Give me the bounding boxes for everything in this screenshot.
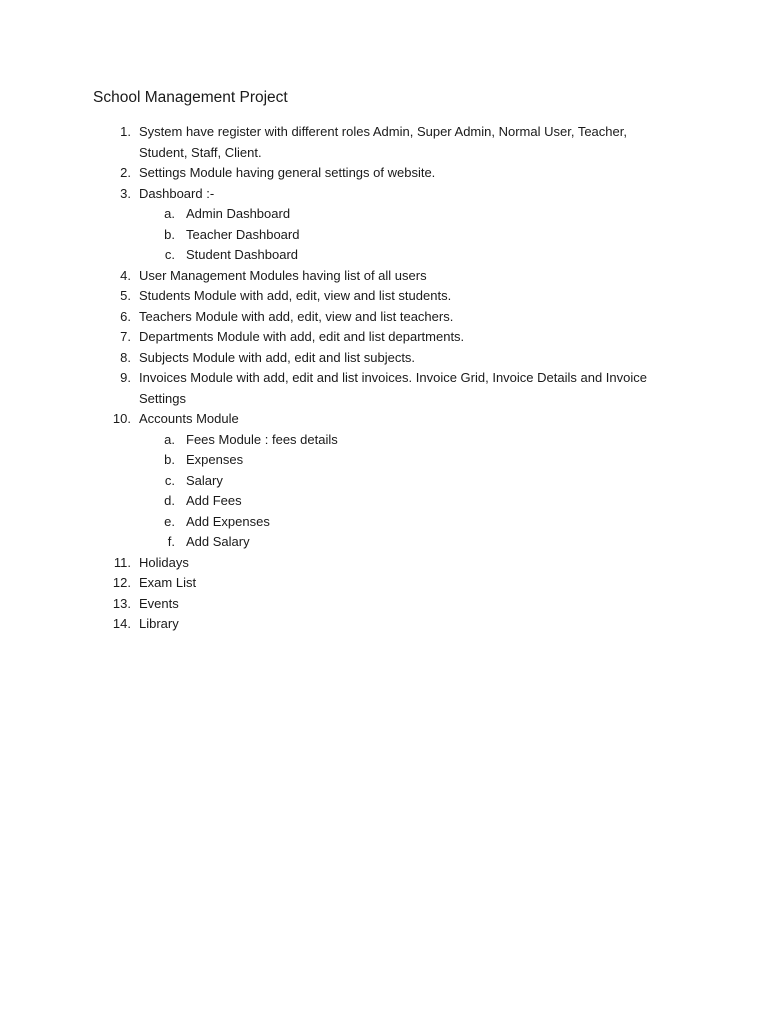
- sub-list-item: [0, 225, 586, 246]
- sub-list-item: [0, 532, 586, 553]
- list-item-number: 1.: [120, 124, 131, 139]
- sub-list-item-text: Add Salary: [186, 534, 250, 549]
- list-item-number: 4.: [120, 267, 131, 283]
- list-item-number: 8.: [120, 349, 131, 365]
- sub-list-item-text: Fees Module : fees details: [186, 431, 338, 447]
- list-item: [0, 286, 659, 307]
- list-item-text: Accounts Module: [139, 411, 239, 426]
- list-item: [0, 553, 659, 574]
- sub-list-item-letter: b.: [164, 452, 175, 467]
- list-item-number: 3.: [120, 185, 131, 201]
- list-item-number: 10.: [112, 411, 131, 426]
- list-item-number: 9.: [120, 370, 131, 385]
- list-item: [0, 307, 659, 328]
- list-item-number: 6.: [120, 308, 131, 324]
- sub-list-item-text: Add Fees: [186, 493, 242, 508]
- list-item-number: 2.: [120, 165, 131, 180]
- list-item: [0, 409, 659, 553]
- list-item: [0, 184, 659, 266]
- sub-list-item-letter: a.: [164, 206, 175, 221]
- list-item-text: System have register with different roles Admin, Super Admin, Normal User, Teacher, Student, Staff, Client.: [139, 124, 627, 160]
- list-item: [0, 122, 659, 163]
- list-item: [0, 348, 659, 369]
- list-item: [0, 368, 659, 409]
- sub-list-item-letter: a.: [164, 431, 175, 447]
- sub-list: [139, 204, 659, 266]
- list-item-text: Students Module with add, edit, view and list students.: [139, 288, 452, 303]
- list-item: [0, 327, 659, 348]
- list-item-text: Subjects Module with add, edit and list subjects.: [139, 349, 416, 365]
- document-title: School Management Project: [93, 89, 288, 106]
- list-item-text: Events: [139, 595, 179, 611]
- requirements-list: [0, 122, 768, 635]
- sub-list-item-text: Add Expenses: [186, 513, 270, 529]
- list-item-number: 7.: [120, 329, 131, 344]
- list-item: [0, 163, 659, 184]
- sub-list-item-letter: d.: [164, 493, 175, 508]
- list-item-text: Exam List: [139, 575, 197, 590]
- sub-list-item-letter: e.: [164, 513, 175, 529]
- sub-list-item: [0, 245, 586, 266]
- list-item-text: Dashboard :-: [139, 185, 215, 201]
- sub-list-item: [0, 512, 586, 533]
- list-item-number: 13.: [112, 595, 131, 611]
- sub-list: [139, 430, 659, 553]
- sub-list-item: [0, 204, 586, 225]
- list-item-number: 11.: [113, 554, 131, 570]
- list-item-text: Departments Module with add, edit and list departments.: [139, 329, 465, 344]
- sub-list-item-letter: f.: [167, 534, 175, 549]
- sub-list-item-text: Expenses: [186, 452, 244, 467]
- list-item-text: Teachers Module with add, edit, view and list teachers.: [139, 308, 454, 324]
- list-item-number: 5.: [120, 288, 131, 303]
- sub-list-item: [0, 471, 586, 492]
- sub-list-item-text: Teacher Dashboard: [186, 226, 300, 242]
- list-item: [0, 594, 659, 615]
- list-item-number: 14.: [112, 616, 131, 631]
- list-item-text: Holidays: [139, 554, 189, 570]
- list-item: [0, 573, 659, 594]
- sub-list-item-letter: c.: [164, 472, 175, 488]
- sub-list-item-letter: b.: [164, 226, 175, 242]
- list-item-text: User Management Modules having list of all users: [139, 267, 427, 283]
- list-item-text: Settings Module having general settings of website.: [139, 165, 436, 180]
- list-item: [0, 614, 659, 635]
- sub-list-item-text: Admin Dashboard: [186, 206, 291, 221]
- sub-list-item: [0, 430, 586, 451]
- sub-list-item: [0, 491, 586, 512]
- sub-list-item-text: Salary: [186, 472, 223, 488]
- list-item-text: Invoices Module with add, edit and list invoices. Invoice Grid, Invoice Details and Invoice Settings: [139, 370, 647, 406]
- list-item-text: Library: [139, 616, 179, 631]
- sub-list-item-text: Student Dashboard: [186, 247, 299, 262]
- sub-list-item: [0, 450, 586, 471]
- list-item-number: 12.: [112, 575, 131, 590]
- sub-list-item-letter: c.: [164, 247, 175, 262]
- list-item: [0, 266, 659, 287]
